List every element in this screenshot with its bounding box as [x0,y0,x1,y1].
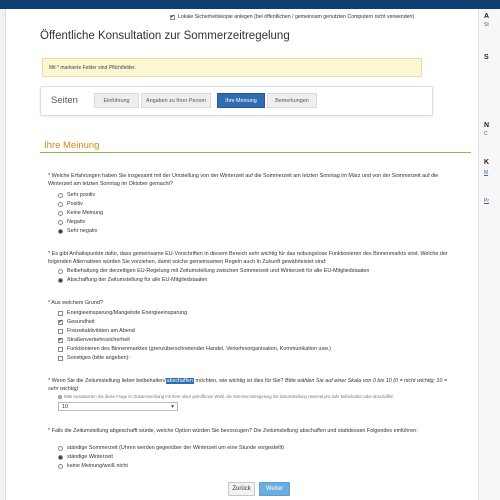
option-label: Straßenverkehrssicherheit [67,337,130,343]
info-icon: i [59,394,61,399]
option-label: Positiv [67,201,83,207]
option-label: ständige Winterzeit [67,454,113,460]
sidebar-link-1[interactable]: M [484,170,489,176]
question-4-text [48,377,458,393]
sidebar-heading-1: A [484,13,490,20]
option-label: Sehr negativ [67,228,98,234]
option-label: Funktionieren des Binnenmarktes (grenzüberschreitender Handel, Verkehrsorganisation, Kommunikation usw.) [67,346,331,352]
right-sidebar [478,9,500,500]
question-1-text: * Welche Erfahrungen haben Sie insgesamt mit der Umstellung von der Winterzeit auf die Sommerzeit am letzten Sonntag im März und von der Sommerzeit auf die Winterzeit am letzten Sonntag im Oktober gemacht? [48,173,439,188]
radio-button[interactable] [58,278,63,283]
tab-einfuehrung[interactable]: Einführung [94,93,139,108]
checkbox[interactable] [58,311,63,316]
q4-text-after: möchten, wie wichtig ist dies für Sie? [193,378,284,384]
back-button[interactable]: Zurück [228,482,255,496]
q5-option-staendige-sommerzeit[interactable] [58,445,284,451]
radio-button[interactable] [58,229,63,234]
radio-button[interactable] [58,193,63,198]
q1-option-sehr-positiv[interactable] [58,192,95,198]
section-title: Ihre Meinung [44,140,100,151]
option-label: Gesundheit [67,319,95,325]
sidebar-heading-4: K [484,159,490,166]
radio-button[interactable] [58,269,63,274]
option-label: ständige Sommerzeit (Uhren werden gegenüber der Winterzeit um eine Stunde vorgestellt) [67,445,284,451]
sidebar-text-1: St [484,22,489,28]
chevron-down-icon: ▾ [171,403,174,410]
option-label: Freizeitaktivitäten am Abend [67,328,135,334]
q1-option-negativ[interactable] [58,219,85,225]
radio-button[interactable] [58,464,63,469]
option-label: Sonstiges (bitte angeben): [67,355,130,361]
q4-hint [58,394,394,399]
tab-angaben-zu-ihrer-person[interactable]: Angaben zu Ihrer Person [141,93,211,108]
select-value: 10 [62,403,68,410]
option-label: keine Meinung/weiß nicht [67,463,128,469]
required-fields-notice: Mit * markierte Felder sind Pflichtfelder. [42,58,422,77]
option-label: Abschaffung der Zeitumstellung für alle EU-Mitgliedstaaten [67,277,208,283]
checkbox[interactable] [58,356,63,361]
option-label: Beibehaltung der derzeitigen EU-Regelung mit Zeitumstellung zwischen Sommerzeit und Winterzeit für alle EU-Mitgliedstaaten [67,268,370,274]
sidebar-heading-3: N [484,122,490,129]
question-5-text: * Falls die Zeitumstellung abgeschafft würde, welche Option würden Sie bevorzugen? Die Zeitumstellung abschaffen und stattdessen Folgendes einführen: [48,428,418,434]
q2-option-beibehaltung[interactable] [58,268,369,274]
q4-scale-instruction: Bitte wählen Sie auf einer Skala von 0 bis 10 (0 = nicht wichtig; 10 = sehr wichtig) [48,378,448,393]
q4-text-before: * Wenn Sie die Zeitumstellung lieber beibehalten/ [48,378,166,384]
q3-option-freizeitaktivitaeten[interactable] [58,328,135,334]
top-bar [0,0,500,9]
q3-option-strassenverkehrssicherheit[interactable] [58,337,130,343]
backup-checkbox-row[interactable] [170,14,414,20]
checkbox[interactable] [58,329,63,334]
q2-option-abschaffung[interactable] [58,277,207,283]
page-navigation [40,86,433,116]
tab-ihre-meinung[interactable]: Ihre Meinung [217,93,265,108]
option-label: Energieeinsparung/Mangelnde Energieeinsparung [67,310,188,316]
page-title: Öffentliche Konsultation zur Sommerzeitregelung [40,30,290,42]
q3-option-gesundheit[interactable] [58,319,95,325]
q5-option-keine-meinung[interactable] [58,463,128,469]
q1-option-keine-meinung[interactable] [58,210,103,216]
option-label: Sehr positiv [67,192,96,198]
option-label: Negativ [67,219,86,225]
sidebar-text-3: C [484,131,488,137]
sidebar-link-2[interactable]: Pr [484,198,489,204]
backup-checkbox[interactable]: ✔ [170,13,175,20]
q3-option-sonstiges[interactable] [58,355,130,361]
radio-button[interactable] [58,202,63,207]
next-button[interactable]: Weiter [259,482,290,496]
option-label: Keine Meinung [67,210,103,216]
nav-label: Seiten [51,95,78,106]
q1-option-positiv[interactable] [58,201,83,207]
question-2-text: * Es gibt Anhaltspunkte dafür, dass gemeinsame EU-Vorschriften in diesem Bereich sehr wichtig für das reibungslose Funktionieren des Binnenmarkts sind. Welche der folgenden Alternativen würden Sie vorziehen, damit solche gemeinsamen Regeln auch in Zukunft gewährleistet sind: [48,251,448,266]
q4-text-highlight: abschaffen [166,378,193,384]
radio-button[interactable] [58,446,63,451]
radio-button[interactable] [58,211,63,216]
importance-scale-select[interactable] [58,402,178,411]
q3-option-energieeinsparung[interactable] [58,310,187,316]
radio-button[interactable] [58,455,63,460]
backup-checkbox-label: Lokale Sicherheitskopie anlegen (bei öffentlichen / gemeinsam genutzten Computern nicht verwenden) [178,14,415,20]
checkbox[interactable]: ✔ [58,318,63,325]
q1-option-sehr-negativ[interactable] [58,228,97,234]
tab-bemerkungen[interactable]: Bemerkungen [267,93,317,108]
q5-option-staendige-winterzeit[interactable] [58,454,113,460]
checkbox[interactable]: ✔ [58,336,63,343]
section-divider [40,152,471,153]
checkbox[interactable] [58,347,63,352]
q4-hint-text: Bitte beantworten Sie diese Frage im Zusammenhang mit Ihrer oben getroffenen Wahl, die Sommerzeitregelung mit Zeitumstellung zweimal pro Jahr beibehalten oder abschaffen [64,394,394,399]
q3-option-binnenmarkt[interactable] [58,346,331,352]
question-3-text: * Aus welchem Grund? [48,300,103,306]
sidebar-heading-2: S [484,54,489,61]
radio-button[interactable] [58,220,63,225]
